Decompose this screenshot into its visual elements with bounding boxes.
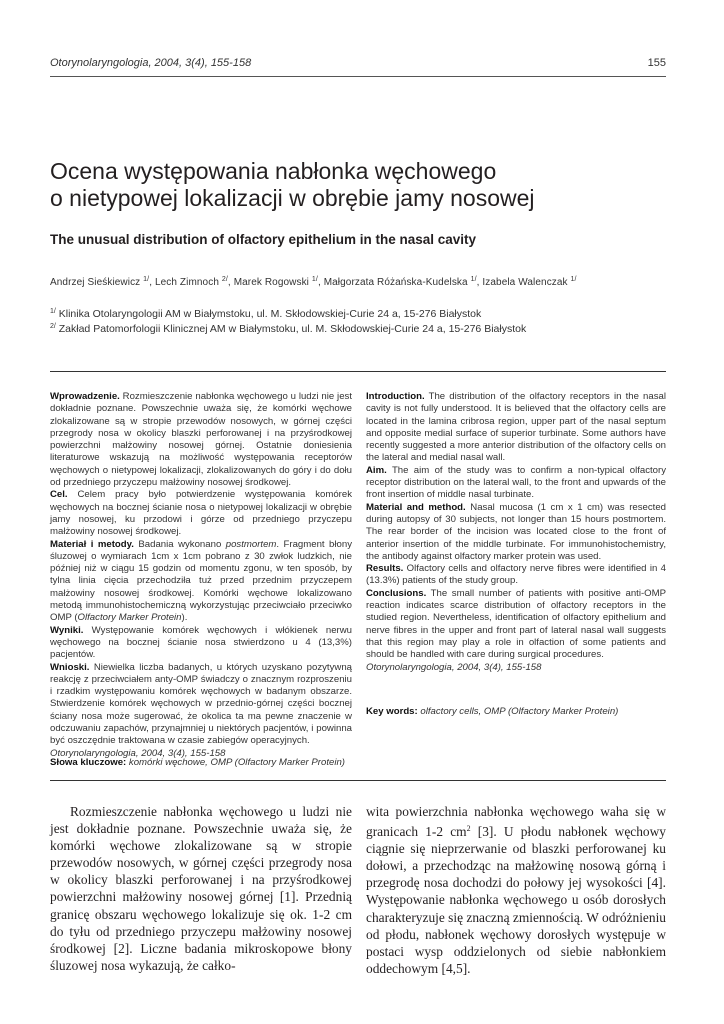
section-label: Introduction. (366, 391, 425, 402)
affiliation-mark: 2/ (50, 323, 56, 330)
emphasis: Olfactory Marker Protein (77, 612, 182, 624)
affiliation-mark: 1/ (570, 276, 577, 283)
keywords-label: Słowa kluczowe: (50, 757, 127, 768)
section-label: Conclusions. (366, 587, 427, 599)
affiliation-text: Zakład Patomorfologii Klinicznej AM w Białymstoku, ul. M. Skłodowskiej-Curie 24 a, 15-276 Białystok (55, 323, 527, 335)
section-label: Cel. (50, 489, 68, 501)
section-label: Aim. (366, 464, 387, 476)
title-line-1: Ocena występowania nabłonka węchowego (50, 158, 497, 184)
section-text: Rozmieszczenie nabłonka węchowego u ludzi nie jest dokładnie poznane. Powszechnie uważa się, że komórki węchowe zlokalizowane są w stropie przewodów nosowych, w górnej części przegrody nosa w okolicy blaszki perforowanej i na przyśrodkowej powierzchni małżowiny nosowej górnej. Ostatnie doniesienia literaturowe wskazują na możliwość występowania receptorów węchowych o nietypowej lokalizacji, zlokalizowanych do góry i do dołu od przedniego przyczepu małżowiny nosowej środkowej. (50, 391, 352, 489)
affiliation-2 (50, 323, 526, 335)
abstract-paragraph (50, 662, 352, 748)
author-name: Małgorzata Różańska-Kudelska (323, 277, 468, 288)
affiliation-mark: 1/ (311, 276, 318, 283)
abstract-paragraph (366, 563, 666, 588)
page-number: 155 (647, 57, 666, 69)
body-text-left: Rozmieszczenie nabłonka węchowego u ludzi nie jest dokładnie poznane. Powszechnie uważa się, że komórki węchowe zlokalizowane są w stropie przewodów nosowych, w górnej części przegrody nosa w okolicy blaszki perforowanej i na przyśrodkowej powierzchni małżowiny nosowej górnej [1]. Przednią granicę obszaru węchowego lokalizuje się ok. 1-2 cm do tyłu od przedniego przyczepu małżowiny nosowej środkowej [2]. Liczne badania mikroskopowe błony śluzowej nosa wykazują, że całko- (50, 804, 352, 973)
affiliation-mark: 1/ (143, 276, 150, 283)
citation-text: Otorynolaryngologia, 2004, 3(4), 155-158 (50, 747, 226, 759)
emphasis: postmortem (225, 538, 277, 550)
section-text: Celem pracy było potwierdzenie występowania komórek węchowych na bocznej ścianie nosa o nietypowej lokalizacji w obrębie jamy nosowej, ku przodowi i górze od przedniego przyczepu małżowiny nosowej środkowej. (50, 489, 352, 538)
section-text: The aim of the study was to confirm a non-typical olfactory receptor distribution on the lateral wall, to the front and upwards of the front insertion of middle nasal turbinate. (366, 464, 666, 501)
affiliation-mark: 1/ (50, 308, 56, 315)
keywords-label: Key words: (366, 706, 418, 717)
section-label: Material and method. (366, 501, 466, 513)
keywords-english (366, 706, 618, 717)
section-text: Niewielka liczba badanych, u których uzyskano pozytywną reakcję z przeciwciałem anty-OMP świadczy o znacznym rozproszeniu i rzadkim występowaniu komórek węchowych w badanym obszarze. Stwierdzenie komórek węchowych w przednio-górnej części bocznej ściany nosa może sugerować, że okolica ta ma pewne znaczenie w odczuwaniu zapachów, przynajmniej u niektórych pacjentów, i powinna być oszczędnie traktowana w czasie zabiegów operacyjnych. (50, 661, 352, 747)
abstract-paragraph (366, 391, 666, 465)
abstract-polish (50, 391, 352, 760)
section-label: Wprowadzenie. (50, 391, 120, 402)
body-text: [3]. U płodu nabłonek węchowy ciągnie się nieprzerwanie od blaszki perforowanej ku dołowi, a przechodząc na małżowinę nosową górną i przegrodę nosa dochodzi do połowy jej wysokości [4]. Występowanie nabłonka węchowego u osób dorosłych charakteryzuje się znaczną zmiennością. W odróżnieniu od płodu, nabłonek węchowy dorosłych występuje w postaci wysp oddzielonych od siebie nabłonkiem oddechowym [4,5]. (366, 824, 666, 976)
section-label: Materiał i metody. (50, 538, 134, 550)
affiliation-mark: 1/ (470, 276, 477, 283)
author-list: Andrzej Sieśkiewicz $^{1/}$, Lech Zimnoch $^{2/}$, Marek Rogowski $^{1/}$, Małgorzata Różańska-Kudelska $^{1/}$, Izabela Walenczak $^{1/}$ (50, 276, 577, 288)
section-text: Olfactory cells and olfactory nerve fibres were identified in 4 (13.3%) patients of the study group. (366, 563, 666, 587)
abstract-paragraph (50, 625, 352, 662)
section-label: Results. (366, 563, 404, 575)
section-label: Wyniki. (50, 624, 84, 636)
abstract-english (366, 391, 666, 674)
section-text: Badania wykonano (133, 538, 226, 550)
author-name: Lech Zimnoch (154, 277, 219, 288)
running-header (50, 57, 666, 73)
keywords-text: olfactory cells, OMP (Olfactory Marker Protein) (417, 706, 619, 717)
section-text: Występowanie komórek węchowych i włókienek nerwu węchowego na bocznej ścianie nosa stwierdzono u 4 (13,3%) pacjentów. (50, 624, 352, 661)
abstract-top-rule (50, 371, 666, 372)
keywords-text: komórki węchowe, OMP (Olfactory Marker Protein) (126, 757, 346, 768)
section-text: . Fragment błony śluzowej o wymiarach 1cm x 1cm pobrano z 30 zwłok ludzkich, nie później niż w ciągu 15 godzin od momentu zgonu, w ten sposób, by tylna linia cięcia przechodziła tuż przed przednim przyczepem małżowiny nosowej środkowej. Komórki węchowe lokalizowano metodą immunohistochemiczną wykorzystując przeciwciało przeciwko OMP ( (50, 538, 352, 624)
title-line-2: o nietypowej lokalizacji w obrębie jamy nosowej (50, 185, 535, 211)
abstract-paragraph (366, 465, 666, 502)
author-name: Izabela Walenczak (482, 277, 568, 288)
abstract-paragraph (366, 588, 666, 662)
body-text-right (366, 803, 666, 977)
section-text: Nasal mucosa (1 cm x 1 cm) was resected during autopsy of 30 subjects, not longer than 15 hours postmortem. The rear border of the incision was located close to the front of anterior insertion of the middle turbinate. For immunohistochemistry, the antibody against olfactory marker protein was used. (366, 501, 667, 562)
keywords-polish (50, 757, 345, 768)
header-rule (50, 76, 666, 77)
superscript: 2 (466, 824, 471, 834)
abstract-paragraph (366, 502, 666, 563)
journal-citation: Otorynolaryngologia, 2004, 3(4), 155-158 (50, 57, 252, 69)
citation-text: Otorynolaryngologia, 2004, 3(4), 155-158 (366, 661, 542, 673)
author-name: Andrzej Sieśkiewicz (50, 277, 141, 288)
abstract-bottom-rule (50, 780, 666, 781)
abstract-citation (366, 662, 666, 674)
abstract-paragraph (50, 539, 352, 625)
affiliation-text: Klinika Otolaryngologii AM w Białymstoku, ul. M. Skłodowskiej-Curie 24 a, 15-276 Białystok (55, 308, 482, 320)
abstract-paragraph (50, 391, 352, 489)
article-title (50, 158, 670, 212)
affiliation-mark: 2/ (221, 276, 228, 283)
body-text: wita powierzchnia nabłonka węchowego waha się w granicach 1-2 cm (366, 804, 666, 840)
section-text: The small number of patients with positive anti-OMP reaction indicates scarce distribution of olfactory receptors in the studied region. Nevertheless, identification of olfactory epithelium and nerve fibres in the upper and front part of lateral nasal wall suggests that this region may play a role in olfaction of some patients and should be handled with care during surgical procedures. (366, 587, 666, 661)
english-title: The unusual distribution of olfactory epithelium in the nasal cavity (50, 232, 477, 247)
affiliation-1 (50, 308, 481, 320)
author-name: Marek Rogowski (233, 277, 309, 288)
section-text: ). (181, 612, 188, 624)
section-label: Wnioski. (50, 661, 90, 673)
abstract-paragraph (50, 489, 352, 538)
section-text: The distribution of the olfactory receptors in the nasal cavity is not fully understood. It is believed that the olfactory cells are located in the lamina cribrosa region, upper part of the nasal septum and opposite medial surface of superior turbinate. Some authors have recently suggested a more anterior distribution of the olfactory cells on the lateral and medial nasal wall. (366, 391, 666, 464)
